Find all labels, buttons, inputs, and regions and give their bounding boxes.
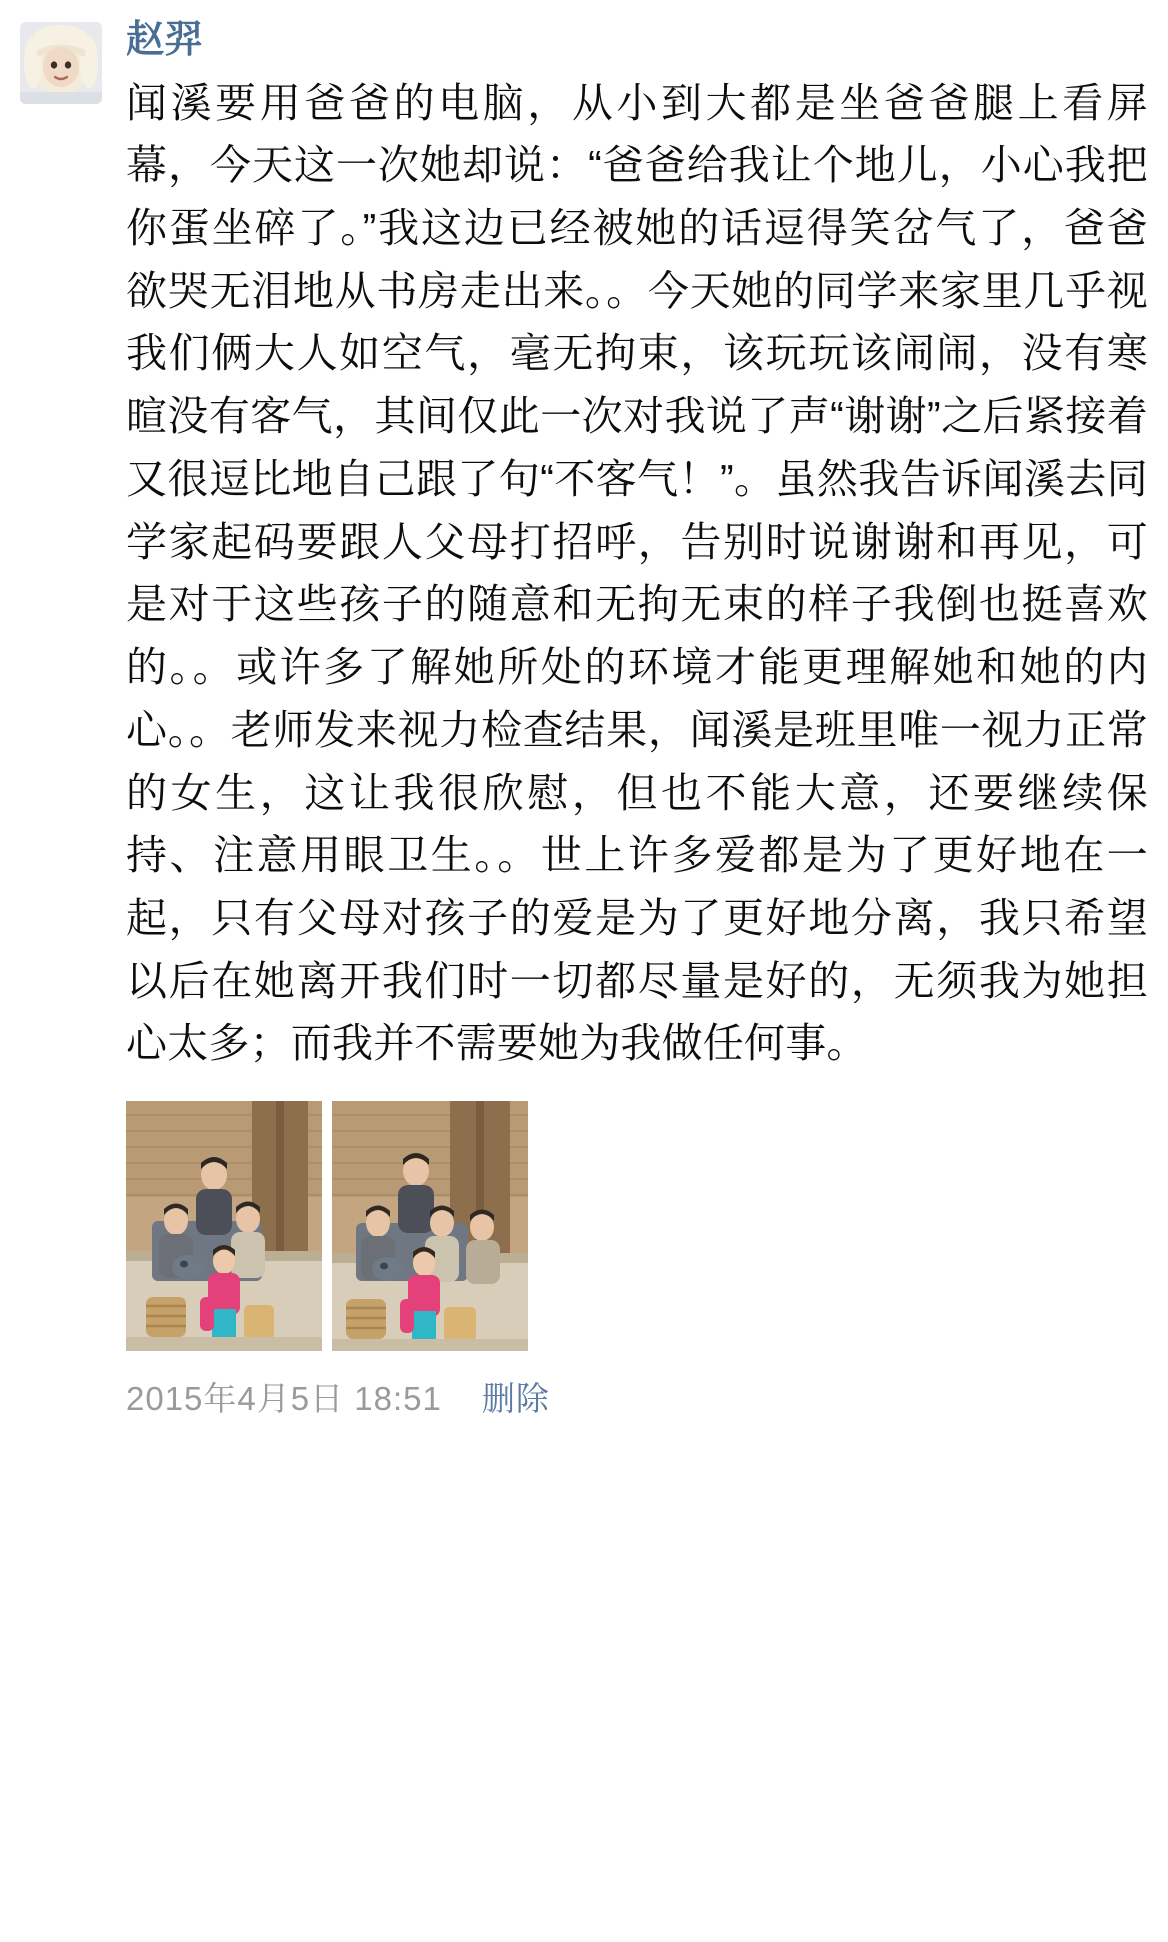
avatar[interactable] bbox=[20, 22, 102, 104]
photo-thumbnail-2[interactable] bbox=[332, 1101, 528, 1351]
post-timestamp: 2015年4月5日 18:51 bbox=[126, 1380, 442, 1418]
user-avatar-photo-icon bbox=[20, 22, 102, 104]
post-author-name[interactable]: 赵羿 bbox=[126, 19, 204, 61]
photo-gallery bbox=[126, 1101, 1148, 1351]
post-text: 闻溪要用爸爸的电脑，从小到大都是坐爸爸腿上看屏幕，今天这一次她却说：“爸爸给我让个地儿，小心我把你蛋坐碎了。”我这边已经被她的话逗得笑岔气了，爸爸欲哭无泪地从书房走出来。。今天她的同学来家里几乎视我们俩大人如空气，毫无拘束，该玩玩该闹闹，没有寒暄没有客气，其间仅此一次对我说了声“谢谢”之后紧接着又很逗比地自己跟了句“不客气！”。虽然我告诉闻溪去同学家起码要跟人父母打招呼，告别时说谢谢和再见，可是对于这些孩子的随意和无拘无束的样子我倒也挺喜欢的。。或许多了解她所处的环境才能更理解她和她的内心。。老师发来视力检查结果，闻溪是班里唯一视力正常的女生，这让我很欣慰，但也不能大意，还要继续保持、注意用眼卫生。。世上许多爱都是为了更好地在一起，只有父母对孩子的爱是为了更好地分离，我只希望以后在她离开我们时一切都尽量是好的，无须我为她担心太多；而我并不需要她为我做任何事。 bbox=[126, 79, 1148, 1067]
photo-thumbnail-1[interactable] bbox=[126, 1101, 322, 1351]
family-group-photo-2-icon bbox=[332, 1101, 528, 1351]
delete-post-link[interactable]: 删除 bbox=[481, 1380, 550, 1418]
family-group-photo-1-icon bbox=[126, 1101, 322, 1351]
post-container bbox=[20, 18, 1148, 1420]
post-body bbox=[102, 18, 1148, 1420]
post-meta bbox=[126, 1373, 1148, 1420]
